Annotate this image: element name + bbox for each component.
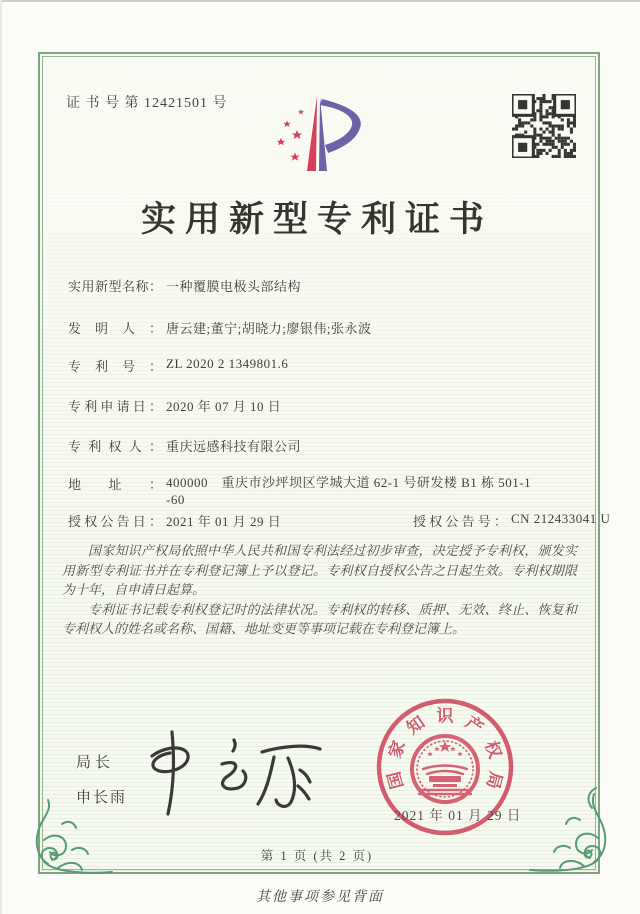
- field-grant-date: [68, 511, 611, 530]
- field-value: 一种覆膜电极头部结构: [166, 279, 302, 294]
- signer-title: 局长: [76, 755, 115, 771]
- legal-text: [62, 541, 577, 639]
- field-label: 授权公告号：: [413, 514, 507, 529]
- corner-flourish-icon: [28, 796, 114, 878]
- field-value: 重庆远感科技有限公司: [166, 439, 302, 454]
- field-label: 实用新型名称：: [68, 279, 162, 294]
- field-label: 授权公告日：: [68, 514, 162, 529]
- field-filing-date: [68, 396, 281, 415]
- seal-char: 权: [481, 738, 505, 761]
- field-value: ZL 2020 2 1349801.6: [166, 356, 289, 371]
- qr-code-icon: [512, 94, 576, 158]
- field-value: CN 212433041 U: [511, 511, 611, 526]
- seal-char: 识: [436, 706, 454, 726]
- back-side-note: 其他事项参见背面: [256, 890, 384, 905]
- field-label: 地址：: [68, 477, 162, 492]
- seal-char: 局: [482, 769, 506, 791]
- field-label: 专利申请日：: [68, 399, 162, 414]
- field-value: 2021 年 01 月 29 日: [166, 514, 282, 529]
- field-address: [68, 474, 596, 508]
- seal-date: 2021 年 01 月 29 日: [394, 808, 522, 823]
- seal-char: 家: [385, 738, 409, 761]
- field-label: 专利号：: [68, 359, 162, 374]
- field-value: [166, 474, 596, 508]
- signer-name: 申长雨: [76, 790, 128, 806]
- seal-char: 产: [461, 712, 487, 738]
- field-value: 2020 年 07 月 10 日: [166, 399, 282, 414]
- certificate-title: 实用新型专利证书: [140, 200, 493, 239]
- seal-char: 知: [403, 712, 429, 738]
- field-value: 唐云建;董宁;胡晓力;廖银伟;张永波: [166, 321, 372, 336]
- handwritten-signature: [138, 724, 328, 819]
- address-line-2: -60: [166, 492, 185, 507]
- page-number: 第 1 页 (共 2 页): [260, 849, 374, 863]
- field-label: 专利权人：: [68, 439, 162, 454]
- field-utility-model-name: [68, 276, 301, 295]
- national-emblem-icon: [408, 732, 482, 806]
- field-inventors: [68, 318, 371, 337]
- field-grant-number: [413, 511, 610, 530]
- cnipa-logo-icon: [272, 86, 368, 180]
- field-label: 发明人：: [68, 321, 162, 336]
- address-line-1: 400000 重庆市沙坪坝区学城大道 62-1 号研发楼 B1 栋 501-1: [166, 475, 532, 490]
- field-patent-number: [68, 356, 288, 375]
- seal-char: 国: [384, 769, 408, 791]
- scan-edge: [0, 0, 2, 914]
- field-patentee: [68, 436, 301, 455]
- legal-paragraph-1: 国家知识产权局依照中华人民共和国专利法经过初步审查，决定授予专利权，颁发实用新型专利证书并在专利登记簿上予以登记。专利权自授权公告之日起生效。专利权期限为十年，自申请日起算。: [62, 543, 577, 597]
- scan-edge: [0, 0, 640, 2]
- legal-paragraph-2: 专利证书记载专利权登记时的法律状况。专利权的转移、质押、无效、终止、恢复和专利权人的姓名或名称、国籍、地址变更等事项记载在专利登记簿上。: [62, 601, 577, 636]
- certificate-number: 证 书 号 第 12421501 号: [66, 96, 228, 111]
